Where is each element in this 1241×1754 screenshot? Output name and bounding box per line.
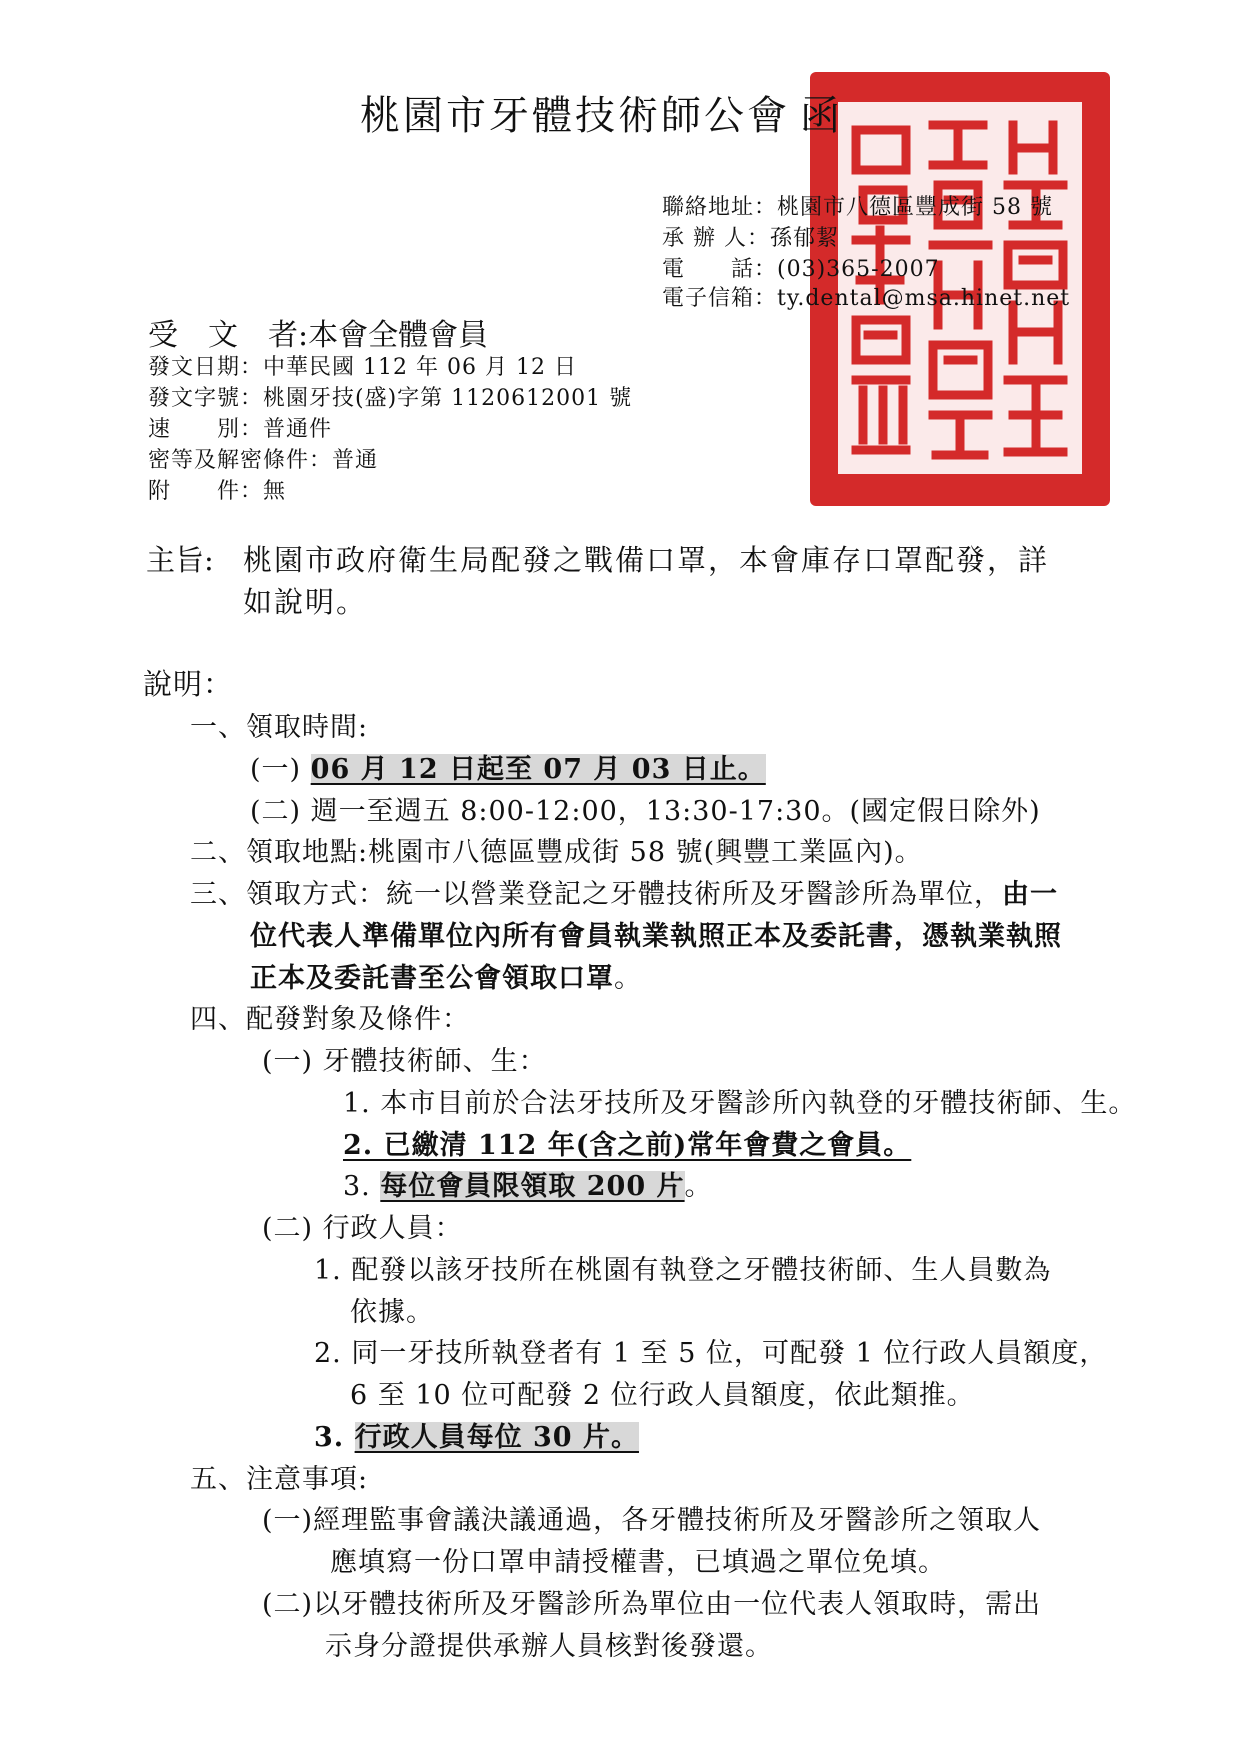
subject-label: 主旨: xyxy=(146,543,214,577)
section-3-line-3-bold: 正本及委託書至公會領取口罩 xyxy=(250,963,614,994)
section-4-item-1-3 xyxy=(343,1164,713,1203)
contact-phone: 電 話：(03)365-2007 xyxy=(662,257,940,282)
section-4-title: 四、配發對象及條件： xyxy=(190,1004,470,1035)
doc-type: 函 xyxy=(800,93,840,139)
section-3-line-1 xyxy=(190,872,1058,911)
explanation-heading: 說明： xyxy=(143,667,234,701)
org-title: 桃園市牙體技術師公會 xyxy=(360,93,790,139)
pickup-period: 06 月 12 日起至 07 月 03 日止。 xyxy=(310,754,766,785)
section-4-item-1-3-num: 3. xyxy=(343,1171,371,1202)
classification: 密等及解密條件：普通 xyxy=(148,448,379,473)
recipient: 受 文 者:本會全體會員 xyxy=(148,318,489,353)
section-3-line-3 xyxy=(250,956,642,995)
section-1-item-1 xyxy=(250,747,766,786)
section-4-item-2-1a: 1. 配發以該牙技所在桃園有執登之牙體技術師、生人員數為 xyxy=(314,1255,1052,1286)
section-1-item-1-prefix: (一) xyxy=(250,754,302,785)
subject-line-2: 如說明。 xyxy=(243,585,368,619)
section-5-item-2a: (二)以牙體技術所及牙醫診所為單位由一位代表人領取時，需出 xyxy=(262,1589,1042,1620)
section-2: 二、領取地點:桃園市八德區豐成街 58 號(興豐工業區內)。 xyxy=(190,837,923,868)
section-4-item-2-2a: 2. 同一牙技所執登者有 1 至 5 位，可配發 1 位行政人員額度， xyxy=(314,1338,1108,1369)
section-5-item-1b: 應填寫一份口罩申請授權書，已填過之單位免填。 xyxy=(330,1547,946,1578)
contact-email: 電子信箱：ty.dental@msa.hinet.net xyxy=(662,286,1071,311)
section-5-item-1a: (一)經理監事會議決議通過，各牙體技術所及牙醫診所之領取人 xyxy=(262,1505,1042,1536)
section-1-title: 一、領取時間: xyxy=(190,712,369,743)
section-3-line-1-bold: 由一 xyxy=(1002,879,1058,910)
subject-line-1: 桃園市政府衛生局配發之戰備口罩，本會庫存口罩配發，詳 xyxy=(243,543,1050,577)
section-3-line-2: 位代表人準備單位內所有會員執業執照正本及委託書，憑執業執照 xyxy=(250,921,1062,952)
section-4-item-2-1b: 依據。 xyxy=(350,1297,434,1328)
section-4-item-1: (一) 牙體技術師、生： xyxy=(262,1046,547,1077)
section-4-item-2: (二) 行政人員： xyxy=(262,1213,463,1244)
document-number: 發文字號：桃園牙技(盛)字第 1120612001 號 xyxy=(148,386,633,411)
section-5-item-2b: 示身分證提供承辦人員核對後發還。 xyxy=(325,1631,773,1662)
section-3-line-3-end: 。 xyxy=(614,963,642,994)
section-3-line-1-text: 三、領取方式：統一以營業登記之牙體技術所及牙醫診所為單位， xyxy=(190,879,1002,910)
section-4-item-1-2: 2. 已繳清 112 年(含之前)常年會費之會員。 xyxy=(343,1130,912,1161)
section-4-item-2-3-num: 3. xyxy=(314,1422,345,1453)
section-1-item-2: (二) 週一至週五 8:00-12:00，13:30-17:30。(國定假日除外) xyxy=(250,796,1041,827)
contact-address: 聯絡地址：桃園市八德區豐成街 58 號 xyxy=(662,195,1053,220)
section-4-item-1-3-end: 。 xyxy=(684,1171,713,1202)
section-5-title: 五、注意事項: xyxy=(190,1464,369,1495)
issue-date: 發文日期：中華民國 112 年 06 月 12 日 xyxy=(148,355,577,380)
attachment: 附 件：無 xyxy=(148,479,287,504)
section-4-item-1-1: 1. 本市目前於合法牙技所及牙醫診所內執登的牙體技術師、生。 xyxy=(343,1088,1137,1119)
mask-limit-per-member: 每位會員限領取 200 片 xyxy=(380,1171,685,1202)
section-4-item-2-3 xyxy=(314,1415,639,1454)
mask-limit-per-admin: 行政人員每位 30 片。 xyxy=(354,1422,639,1453)
contact-handler: 承 辦 人：孫郁絜 xyxy=(662,226,839,251)
delivery-speed: 速 別：普通件 xyxy=(148,417,333,442)
section-4-item-2-2b: 6 至 10 位可配發 2 位行政人員額度，依此類推。 xyxy=(350,1380,975,1411)
